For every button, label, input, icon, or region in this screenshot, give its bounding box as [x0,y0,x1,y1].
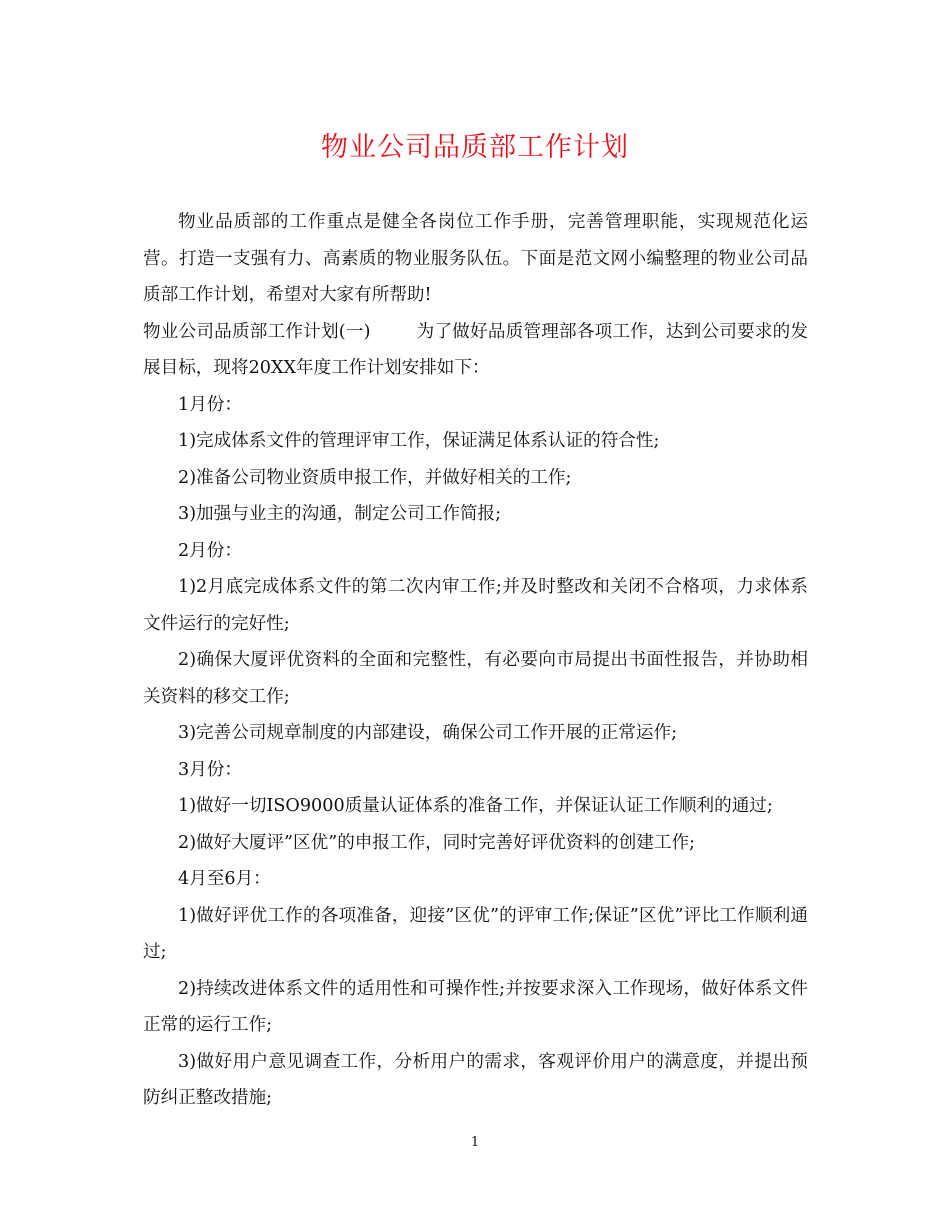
document-title: 物业公司品质部工作计划 [321,132,629,163]
plan-item: 1)完成体系文件的管理评审工作，保证满足体系认证的符合性; [178,431,660,451]
plan-item: 2)持续改进体系文件的适用性和可操作性;并按要求深入工作现场，做好体系文件正常的运行工作; [143,978,808,1035]
plan-item: 1)2月底完成体系文件的第二次内审工作;并及时整改和关闭不合格项，力求体系文件运行的完好性; [143,577,808,634]
month-heading-mar: 3月份： [178,759,242,780]
plan-item: 3)加强与业主的沟通，制定公司工作简报; [178,504,502,524]
plan-item: 2)确保大厦评优资料的全面和完整性，有必要向市局提出书面性报告，并协助相关资料的移交工作; [143,650,808,707]
plan-item: 2)准备公司物业资质申报工作，并做好相关的工作; [178,467,572,488]
plan-item: 1)做好评优工作的各项准备，迎接”区优”的评审工作;保证”区优”评比工作顺利通过; [143,905,808,962]
plan-item: 3)做好用户意见调查工作，分析用户的需求，客观评价用户的满意度，并提出预防纠正整改措施; [143,1051,808,1108]
plan-heading: 物业公司品质部工作计划(一) [143,321,371,342]
month-heading-jan: 1月份： [178,394,242,415]
month-heading-feb: 2月份： [178,540,242,561]
plan-intro: 为了做好品质管理部各项工作，达到公司要求的发展目标，现将20XX年度工作计划安排如下： [143,321,808,378]
plan-item: 2)做好大厦评”区优”的申报工作，同时完善好评优资料的创建工作; [178,832,696,853]
plan-item: 1)做好一切ISO9000质量认证体系的准备工作，并保证认证工作顺利的通过; [178,796,773,816]
page-number: 1 [470,1135,480,1150]
plan-heading-paragraph [143,314,808,387]
intro-paragraph: 物业品质部的工作重点是健全各岗位工作手册，完善管理职能，实现规范化运营。打造一支强有力、高素质的物业服务队伍。下面是范文网小编整理的物业公司品质部工作计划，希望对大家有所帮助! [143,212,808,305]
document-body [143,204,808,1117]
month-heading-apr-jun: 4月至6月： [178,869,271,889]
plan-item: 3)完善公司规章制度的内部建设，确保公司工作开展的正常运作; [178,723,678,743]
